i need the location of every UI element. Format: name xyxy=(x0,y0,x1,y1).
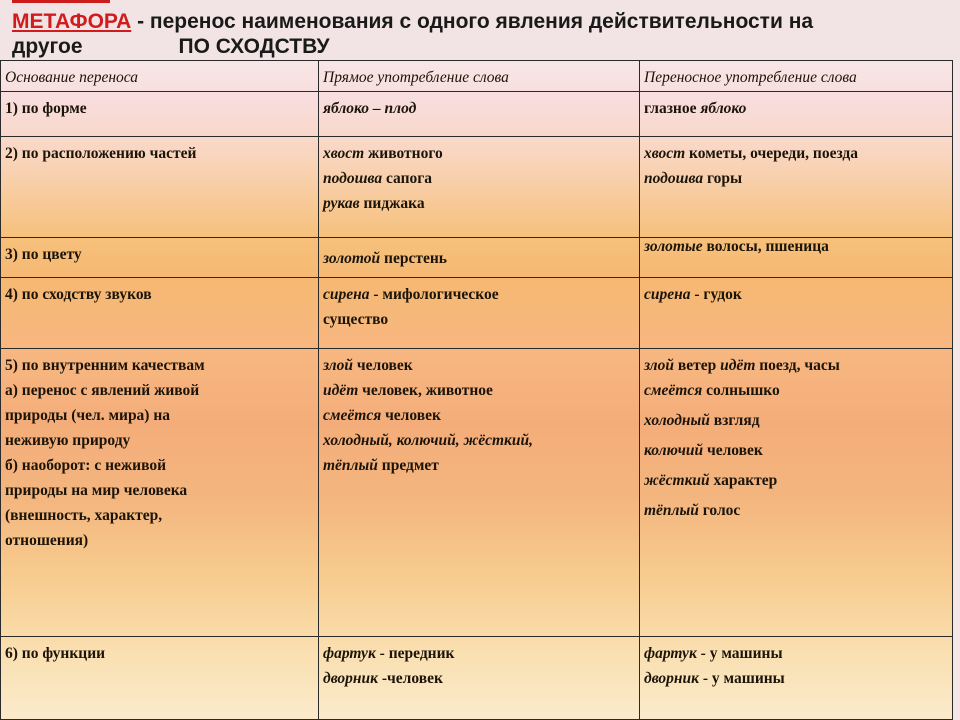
row-figurative xyxy=(640,637,953,720)
usage-word: холодный xyxy=(644,412,710,429)
title-accent-bar xyxy=(12,0,110,3)
usage-word: злой xyxy=(323,357,353,374)
usage-context: животного xyxy=(364,145,443,162)
usage-word: золотой xyxy=(323,250,381,267)
usage-context: взгляд xyxy=(709,412,760,429)
usage-word: тёплый xyxy=(323,457,378,474)
usage-word: идёт xyxy=(323,382,359,399)
row-basis xyxy=(1,92,319,137)
table-row xyxy=(1,637,953,720)
usage-word: смеётся xyxy=(644,382,703,399)
table-row xyxy=(1,278,953,349)
usage-context: существо xyxy=(323,311,389,328)
usage-word: золотые xyxy=(644,238,703,255)
basis-line: 1) по форме xyxy=(5,100,87,117)
title-emphasis: ПО СХОДСТВУ xyxy=(178,35,330,58)
direct-usage-line xyxy=(323,141,635,166)
header-figurative: Переносное употребление слова xyxy=(640,61,953,92)
usage-word: фартук xyxy=(644,645,697,662)
usage-context: - мифологическое xyxy=(369,286,499,303)
figurative-usage-line xyxy=(644,438,948,463)
usage-word: дворник xyxy=(323,670,378,687)
usage-context: пиджака xyxy=(359,195,425,212)
table-row xyxy=(1,137,953,238)
usage-word: тёплый xyxy=(644,502,699,519)
direct-usage-line xyxy=(323,166,635,191)
header-direct: Прямое употребление слова xyxy=(319,61,640,92)
usage-word: фартук xyxy=(323,645,376,662)
header-basis: Основание переноса xyxy=(1,61,319,92)
usage-context: человек xyxy=(381,407,441,424)
direct-usage-line xyxy=(323,666,635,691)
usage-context: кометы, очереди, поезда xyxy=(685,145,859,162)
figurative-usage-line xyxy=(644,468,948,493)
usage-context: перстень xyxy=(380,250,447,267)
usage-context: волосы, пшеница xyxy=(702,238,829,255)
usage-word: сирена xyxy=(644,286,691,303)
usage-context: солнышко xyxy=(702,382,780,399)
figurative-usage-line xyxy=(644,378,948,403)
usage-context: сапога xyxy=(382,170,433,187)
figurative-usage-line xyxy=(644,166,948,191)
title-keyword: МЕТАФОРА xyxy=(12,10,132,33)
table-row xyxy=(1,349,953,637)
row-direct xyxy=(319,238,640,278)
row-direct xyxy=(319,637,640,720)
table-row xyxy=(1,92,953,137)
basis-line: 2) по расположению частей xyxy=(5,145,197,162)
usage-context: человек xyxy=(353,357,413,374)
row-basis xyxy=(1,137,319,238)
row-basis xyxy=(1,238,319,278)
direct-usage-line xyxy=(323,453,635,478)
figurative-usage-line xyxy=(644,666,948,691)
usage-word: подошва xyxy=(644,170,704,187)
row-basis xyxy=(1,637,319,720)
usage-word: яблоко xyxy=(700,100,747,117)
direct-usage-line xyxy=(323,378,635,403)
row-basis xyxy=(1,349,319,637)
usage-word: жёсткий xyxy=(644,472,710,489)
basis-line: (внешность, характер, xyxy=(5,507,163,524)
title-continuation: другое xyxy=(12,35,83,58)
usage-context: предмет xyxy=(377,457,439,474)
direct-usage-line xyxy=(323,191,635,216)
usage-context: глазное xyxy=(644,100,701,117)
usage-context: голос xyxy=(698,502,741,519)
slide-title xyxy=(0,0,960,60)
figurative-usage-line xyxy=(644,408,948,433)
usage-context: - у машины xyxy=(696,645,783,662)
basis-line: б) наоборот: с неживой xyxy=(5,457,167,474)
row-basis xyxy=(1,278,319,349)
figurative-usage-line xyxy=(644,282,948,307)
usage-word: колючий xyxy=(644,442,704,459)
usage-word: дворник xyxy=(644,670,699,687)
figurative-usage-line xyxy=(644,498,948,523)
usage-word: сирена xyxy=(323,286,370,303)
row-figurative xyxy=(640,238,953,278)
row-direct xyxy=(319,137,640,238)
usage-context: - у машины xyxy=(699,670,785,687)
basis-line: 6) по функции xyxy=(5,645,106,662)
usage-word: рукав xyxy=(323,195,360,212)
row-direct xyxy=(319,278,640,349)
basis-line: 5) по внутренним качествам xyxy=(5,357,205,374)
usage-word: хвост xyxy=(323,145,365,162)
title-line-1 xyxy=(12,9,813,34)
basis-line: отношения) xyxy=(5,532,89,549)
direct-usage-line xyxy=(323,353,635,378)
usage-word: холодный, колючий, жёсткий, xyxy=(323,432,534,449)
table-row xyxy=(1,238,953,278)
usage-context: - гудок xyxy=(690,286,742,303)
row-direct xyxy=(319,92,640,137)
direct-usage-line xyxy=(323,641,635,666)
usage-context: поезд, часы xyxy=(755,357,840,374)
usage-word: подошва xyxy=(323,170,383,187)
usage-word: яблоко – плод xyxy=(323,100,417,117)
usage-context: человек xyxy=(703,442,763,459)
basis-line: 3) по цвету xyxy=(5,246,82,263)
table-header-row xyxy=(1,61,953,92)
usage-context: ветер xyxy=(674,357,721,374)
basis-line: а) перенос с явлений живой xyxy=(5,382,200,399)
usage-context: -человек xyxy=(378,670,443,687)
direct-usage-line xyxy=(323,96,635,121)
usage-context: горы xyxy=(703,170,743,187)
basis-line: неживую природу xyxy=(5,432,131,449)
figurative-usage-line xyxy=(644,96,948,121)
usage-word: хвост xyxy=(644,145,686,162)
row-figurative xyxy=(640,349,953,637)
direct-usage-line xyxy=(323,307,635,332)
figurative-usage-line xyxy=(644,141,948,166)
basis-line: 4) по сходству звуков xyxy=(5,286,152,303)
row-direct xyxy=(319,349,640,637)
figurative-usage-line xyxy=(644,238,948,260)
direct-usage-line xyxy=(323,403,635,428)
usage-context: - передник xyxy=(375,645,455,662)
title-definition: - перенос наименования с одного явления действительности на xyxy=(131,10,814,33)
usage-word: злой xyxy=(644,357,674,374)
direct-usage-line xyxy=(323,246,635,271)
direct-usage-line xyxy=(323,282,635,307)
row-figurative xyxy=(640,92,953,137)
usage-context: характер xyxy=(709,472,778,489)
usage-context: человек, животное xyxy=(358,382,493,399)
metaphor-table xyxy=(0,60,953,720)
basis-line: природы на мир человека xyxy=(5,482,188,499)
figurative-usage-line xyxy=(644,641,948,666)
row-figurative xyxy=(640,137,953,238)
figurative-usage-line xyxy=(644,353,948,378)
basis-line: природы (чел. мира) на xyxy=(5,407,171,424)
usage-word: идёт xyxy=(720,357,756,374)
row-figurative xyxy=(640,278,953,349)
title-line-2 xyxy=(12,34,330,59)
usage-word: смеётся xyxy=(323,407,382,424)
direct-usage-line xyxy=(323,428,635,453)
